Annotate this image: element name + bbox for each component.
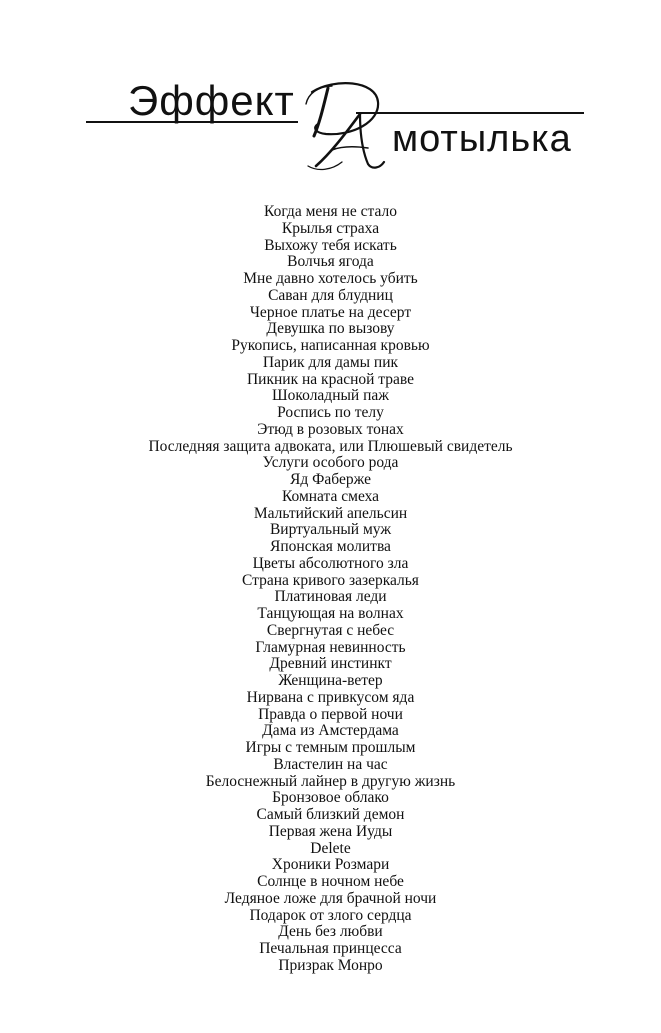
book-title: Свергнутая с небес <box>266 621 395 639</box>
book-title: Хроники Розмари <box>271 856 390 874</box>
book-title: Игры с темным прошлым <box>245 739 416 756</box>
book-title: Выхожу тебя искать <box>264 236 397 254</box>
book-title: Этюд в розовых тонах <box>257 420 404 438</box>
series-title-first-word: Эффект <box>128 77 295 124</box>
series-header <box>0 0 661 180</box>
book-title: Саван для блудниц <box>268 286 393 304</box>
book-title: Мальтийский апельсин <box>253 504 408 522</box>
book-title: Белоснежный лайнер в другую жизнь <box>205 772 456 790</box>
book-title: Самый близкий демон <box>256 806 405 823</box>
book-title: Крылья страха <box>281 219 380 237</box>
book-title: Солнце в ночном небе <box>257 873 404 890</box>
book-title: Танцующая на волнах <box>257 605 404 622</box>
book-title: Подарок от злого сердца <box>249 906 412 924</box>
book-title: Черное платье на десерт <box>249 303 412 321</box>
series-title-second-word: мотылька <box>392 118 572 160</box>
book-title: Роспись по телу <box>277 404 384 421</box>
book-title: Властелин на час <box>273 755 388 773</box>
book-title: Мне давно хотелось убить <box>243 270 418 287</box>
book-title: Виртуальный муж <box>269 521 392 539</box>
book-title: Когда меня не стало <box>264 203 397 220</box>
book-title: Цветы абсолютного зла <box>252 554 409 572</box>
book-title: Печальная принцесса <box>259 940 402 957</box>
book-titles-list <box>0 204 661 975</box>
book-title: Шоколадный паж <box>272 387 389 405</box>
book-title: Призрак Монро <box>278 956 383 974</box>
monogram-logo <box>298 74 394 174</box>
book-title: Парик для дамы пик <box>262 353 399 371</box>
book-title: Древний инстинкт <box>269 655 392 673</box>
book-title: Яд Фаберже <box>290 471 371 488</box>
book-title: Последняя защита адвоката, или Плюшевый свидетель <box>148 437 513 455</box>
book-title: Ледяное ложе для брачной ночи <box>224 889 437 907</box>
book-title: Первая жена Иуды <box>268 822 393 840</box>
book-title: Нирвана с привкусом яда <box>246 688 415 706</box>
book-title: Женщина-ветер <box>278 672 383 689</box>
book-title: Платиновая леди <box>274 588 387 606</box>
book-title: Бронзовое облако <box>272 789 389 807</box>
book-title: Услуги особого рода <box>262 454 399 472</box>
book-title: Гламурная невинность <box>255 638 406 656</box>
book-title: Девушка по вызову <box>266 320 395 338</box>
book-title: День без любви <box>278 923 383 941</box>
book-title: Пикник на красной траве <box>246 370 415 388</box>
book-title: Комната смеха <box>281 487 380 505</box>
book-title: Рукопись, написанная кровью <box>231 337 430 354</box>
book-title: Delete <box>310 839 351 857</box>
book-title: Страна кривого зазеркалья <box>242 571 419 589</box>
book-title: Японская молитва <box>270 538 391 555</box>
book-title: Правда о первой ночи <box>258 705 403 723</box>
book-title: Волчья ягода <box>287 253 374 271</box>
book-title: Дама из Амстердама <box>262 722 399 740</box>
